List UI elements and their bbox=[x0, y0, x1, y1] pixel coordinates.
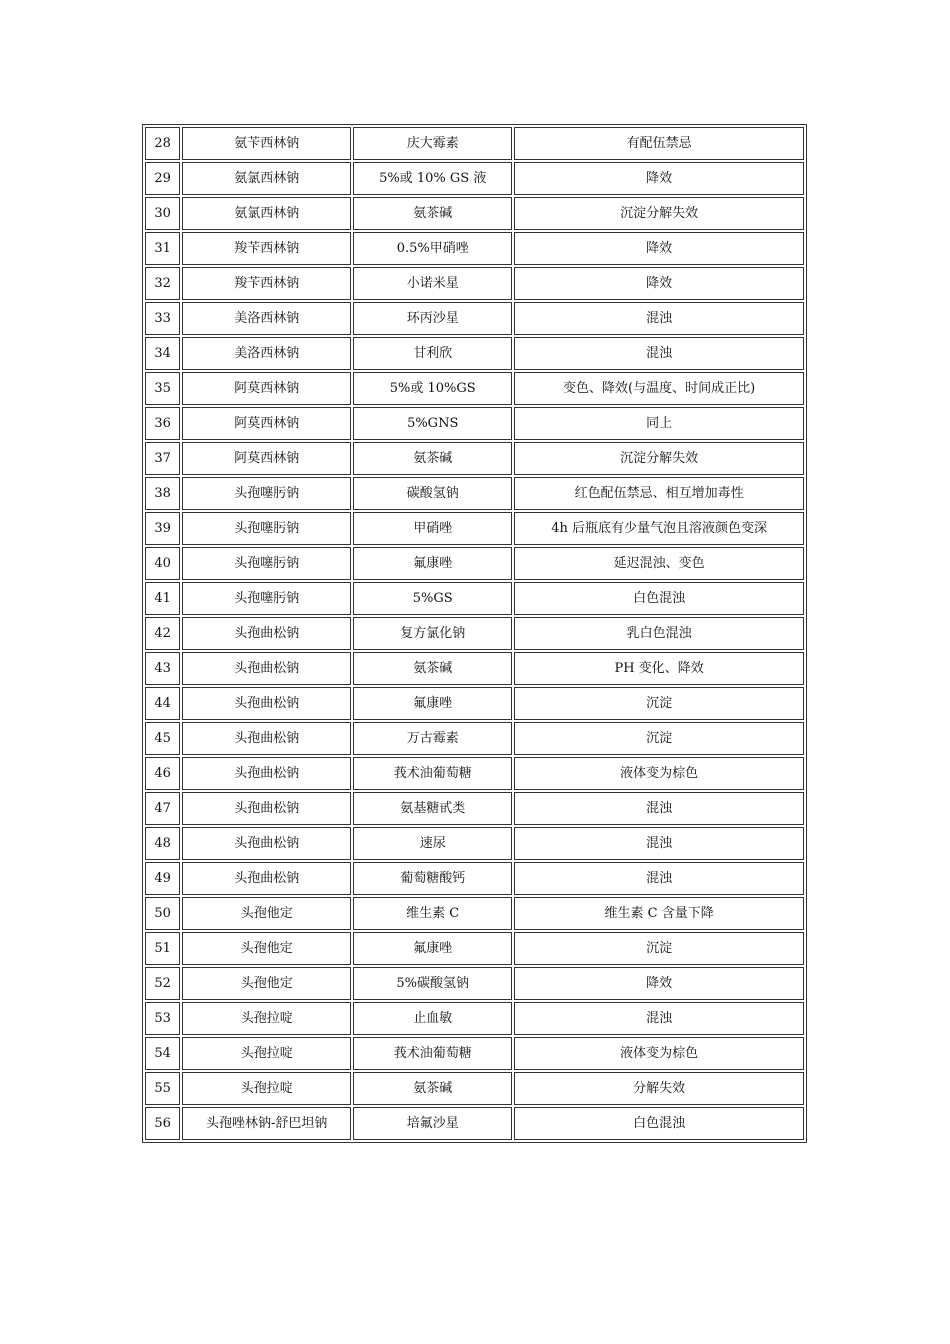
row-number-cell: 43 bbox=[145, 652, 180, 685]
table-row bbox=[145, 197, 804, 230]
drug-b-cell: 氨茶碱 bbox=[353, 197, 512, 230]
result-cell: 红色配伍禁忌、相互增加毒性 bbox=[514, 477, 804, 510]
table-row bbox=[145, 617, 804, 650]
drug-a-cell: 头孢曲松钠 bbox=[182, 617, 351, 650]
drug-b-cell: 氨茶碱 bbox=[353, 1072, 512, 1105]
drug-b-cell: 氟康唑 bbox=[353, 547, 512, 580]
row-number-cell: 41 bbox=[145, 582, 180, 615]
drug-b-cell: 庆大霉素 bbox=[353, 127, 512, 160]
result-cell: 混浊 bbox=[514, 337, 804, 370]
drug-b-cell: 莪术油葡萄糖 bbox=[353, 757, 512, 790]
drug-b-cell: 5%GS bbox=[353, 582, 512, 615]
drug-b-cell: 0.5%甲硝唑 bbox=[353, 232, 512, 265]
drug-a-cell: 头孢拉啶 bbox=[182, 1002, 351, 1035]
table-row bbox=[145, 1002, 804, 1035]
drug-b-cell: 速尿 bbox=[353, 827, 512, 860]
row-number-cell: 56 bbox=[145, 1107, 180, 1140]
row-number-cell: 52 bbox=[145, 967, 180, 1000]
table-row bbox=[145, 407, 804, 440]
result-cell: 沉淀分解失效 bbox=[514, 197, 804, 230]
drug-b-cell: 氨茶碱 bbox=[353, 652, 512, 685]
row-number-cell: 50 bbox=[145, 897, 180, 930]
drug-b-cell: 氟康唑 bbox=[353, 687, 512, 720]
row-number-cell: 30 bbox=[145, 197, 180, 230]
result-cell: 降效 bbox=[514, 162, 804, 195]
table-row bbox=[145, 722, 804, 755]
result-cell: 降效 bbox=[514, 267, 804, 300]
table-row bbox=[145, 477, 804, 510]
result-cell: PH 变化、降效 bbox=[514, 652, 804, 685]
table-row bbox=[145, 547, 804, 580]
result-cell: 液体变为棕色 bbox=[514, 757, 804, 790]
table-row bbox=[145, 1072, 804, 1105]
drug-a-cell: 头孢曲松钠 bbox=[182, 652, 351, 685]
row-number-cell: 44 bbox=[145, 687, 180, 720]
result-cell: 沉淀 bbox=[514, 932, 804, 965]
drug-b-cell: 甲硝唑 bbox=[353, 512, 512, 545]
drug-b-cell: 维生素 C bbox=[353, 897, 512, 930]
drug-a-cell: 头孢曲松钠 bbox=[182, 862, 351, 895]
table-row bbox=[145, 862, 804, 895]
table-row bbox=[145, 512, 804, 545]
drug-a-cell: 头孢曲松钠 bbox=[182, 687, 351, 720]
row-number-cell: 45 bbox=[145, 722, 180, 755]
result-cell: 液体变为棕色 bbox=[514, 1037, 804, 1070]
row-number-cell: 53 bbox=[145, 1002, 180, 1035]
row-number-cell: 55 bbox=[145, 1072, 180, 1105]
drug-a-cell: 阿莫西林钠 bbox=[182, 407, 351, 440]
table-row bbox=[145, 932, 804, 965]
drug-a-cell: 头孢噻肟钠 bbox=[182, 477, 351, 510]
result-cell: 沉淀分解失效 bbox=[514, 442, 804, 475]
result-cell: 混浊 bbox=[514, 302, 804, 335]
drug-a-cell: 阿莫西林钠 bbox=[182, 372, 351, 405]
row-number-cell: 28 bbox=[145, 127, 180, 160]
result-cell: 降效 bbox=[514, 232, 804, 265]
row-number-cell: 40 bbox=[145, 547, 180, 580]
result-cell: 4h 后瓶底有少量气泡且溶液颜色变深 bbox=[514, 512, 804, 545]
result-cell: 沉淀 bbox=[514, 722, 804, 755]
table-row bbox=[145, 267, 804, 300]
drug-a-cell: 头孢唑林钠-舒巴坦钠 bbox=[182, 1107, 351, 1140]
result-cell: 延迟混浊、变色 bbox=[514, 547, 804, 580]
table-row bbox=[145, 792, 804, 825]
drug-b-cell: 葡萄糖酸钙 bbox=[353, 862, 512, 895]
incompatibility-table bbox=[142, 124, 807, 1143]
row-number-cell: 31 bbox=[145, 232, 180, 265]
drug-a-cell: 羧苄西林钠 bbox=[182, 232, 351, 265]
result-cell: 分解失效 bbox=[514, 1072, 804, 1105]
table-row bbox=[145, 1107, 804, 1140]
drug-b-cell: 复方氯化钠 bbox=[353, 617, 512, 650]
drug-a-cell: 头孢曲松钠 bbox=[182, 792, 351, 825]
row-number-cell: 38 bbox=[145, 477, 180, 510]
table-row bbox=[145, 827, 804, 860]
result-cell: 有配伍禁忌 bbox=[514, 127, 804, 160]
drug-a-cell: 头孢他定 bbox=[182, 967, 351, 1000]
drug-a-cell: 头孢噻肟钠 bbox=[182, 512, 351, 545]
table-row bbox=[145, 372, 804, 405]
result-cell: 沉淀 bbox=[514, 687, 804, 720]
drug-a-cell: 美洛西林钠 bbox=[182, 337, 351, 370]
table-row bbox=[145, 967, 804, 1000]
row-number-cell: 42 bbox=[145, 617, 180, 650]
row-number-cell: 49 bbox=[145, 862, 180, 895]
row-number-cell: 39 bbox=[145, 512, 180, 545]
drug-a-cell: 羧苄西林钠 bbox=[182, 267, 351, 300]
row-number-cell: 33 bbox=[145, 302, 180, 335]
table-row bbox=[145, 302, 804, 335]
drug-b-cell: 5%或 10% GS 液 bbox=[353, 162, 512, 195]
table-row bbox=[145, 582, 804, 615]
row-number-cell: 32 bbox=[145, 267, 180, 300]
row-number-cell: 37 bbox=[145, 442, 180, 475]
drug-a-cell: 头孢曲松钠 bbox=[182, 722, 351, 755]
drug-a-cell: 头孢噻肟钠 bbox=[182, 582, 351, 615]
result-cell: 同上 bbox=[514, 407, 804, 440]
drug-b-cell: 碳酸氢钠 bbox=[353, 477, 512, 510]
result-cell: 混浊 bbox=[514, 792, 804, 825]
drug-b-cell: 甘利欣 bbox=[353, 337, 512, 370]
row-number-cell: 46 bbox=[145, 757, 180, 790]
table-row bbox=[145, 897, 804, 930]
drug-b-cell: 5%或 10%GS bbox=[353, 372, 512, 405]
drug-a-cell: 头孢曲松钠 bbox=[182, 827, 351, 860]
result-cell: 白色混浊 bbox=[514, 1107, 804, 1140]
drug-a-cell: 氨苄西林钠 bbox=[182, 127, 351, 160]
drug-a-cell: 头孢他定 bbox=[182, 932, 351, 965]
drug-b-cell: 莪术油葡萄糖 bbox=[353, 1037, 512, 1070]
result-cell: 维生素 C 含量下降 bbox=[514, 897, 804, 930]
result-cell: 白色混浊 bbox=[514, 582, 804, 615]
table-row bbox=[145, 687, 804, 720]
drug-b-cell: 万古霉素 bbox=[353, 722, 512, 755]
table-row bbox=[145, 1037, 804, 1070]
table-row bbox=[145, 162, 804, 195]
row-number-cell: 36 bbox=[145, 407, 180, 440]
drug-a-cell: 美洛西林钠 bbox=[182, 302, 351, 335]
drug-b-cell: 培氟沙星 bbox=[353, 1107, 512, 1140]
drug-a-cell: 头孢曲松钠 bbox=[182, 757, 351, 790]
table-row bbox=[145, 127, 804, 160]
row-number-cell: 47 bbox=[145, 792, 180, 825]
result-cell: 混浊 bbox=[514, 862, 804, 895]
result-cell: 降效 bbox=[514, 967, 804, 1000]
result-cell: 混浊 bbox=[514, 827, 804, 860]
drug-b-cell: 小诺米星 bbox=[353, 267, 512, 300]
table-row bbox=[145, 232, 804, 265]
drug-a-cell: 阿莫西林钠 bbox=[182, 442, 351, 475]
result-cell: 乳白色混浊 bbox=[514, 617, 804, 650]
row-number-cell: 51 bbox=[145, 932, 180, 965]
table-row bbox=[145, 652, 804, 685]
drug-b-cell: 氟康唑 bbox=[353, 932, 512, 965]
drug-b-cell: 环丙沙星 bbox=[353, 302, 512, 335]
table-row bbox=[145, 442, 804, 475]
table-row bbox=[145, 337, 804, 370]
row-number-cell: 54 bbox=[145, 1037, 180, 1070]
table-row bbox=[145, 757, 804, 790]
drug-a-cell: 头孢拉啶 bbox=[182, 1072, 351, 1105]
drug-a-cell: 氨氯西林钠 bbox=[182, 162, 351, 195]
drug-a-cell: 氨氯西林钠 bbox=[182, 197, 351, 230]
drug-a-cell: 头孢他定 bbox=[182, 897, 351, 930]
drug-b-cell: 氨茶碱 bbox=[353, 442, 512, 475]
row-number-cell: 34 bbox=[145, 337, 180, 370]
result-cell: 变色、降效(与温度、时间成正比) bbox=[514, 372, 804, 405]
row-number-cell: 29 bbox=[145, 162, 180, 195]
drug-b-cell: 5%GNS bbox=[353, 407, 512, 440]
row-number-cell: 48 bbox=[145, 827, 180, 860]
drug-b-cell: 氨基糖甙类 bbox=[353, 792, 512, 825]
row-number-cell: 35 bbox=[145, 372, 180, 405]
drug-a-cell: 头孢拉啶 bbox=[182, 1037, 351, 1070]
drug-b-cell: 止血敏 bbox=[353, 1002, 512, 1035]
drug-b-cell: 5%碳酸氢钠 bbox=[353, 967, 512, 1000]
result-cell: 混浊 bbox=[514, 1002, 804, 1035]
table-body bbox=[145, 127, 804, 1140]
drug-a-cell: 头孢噻肟钠 bbox=[182, 547, 351, 580]
